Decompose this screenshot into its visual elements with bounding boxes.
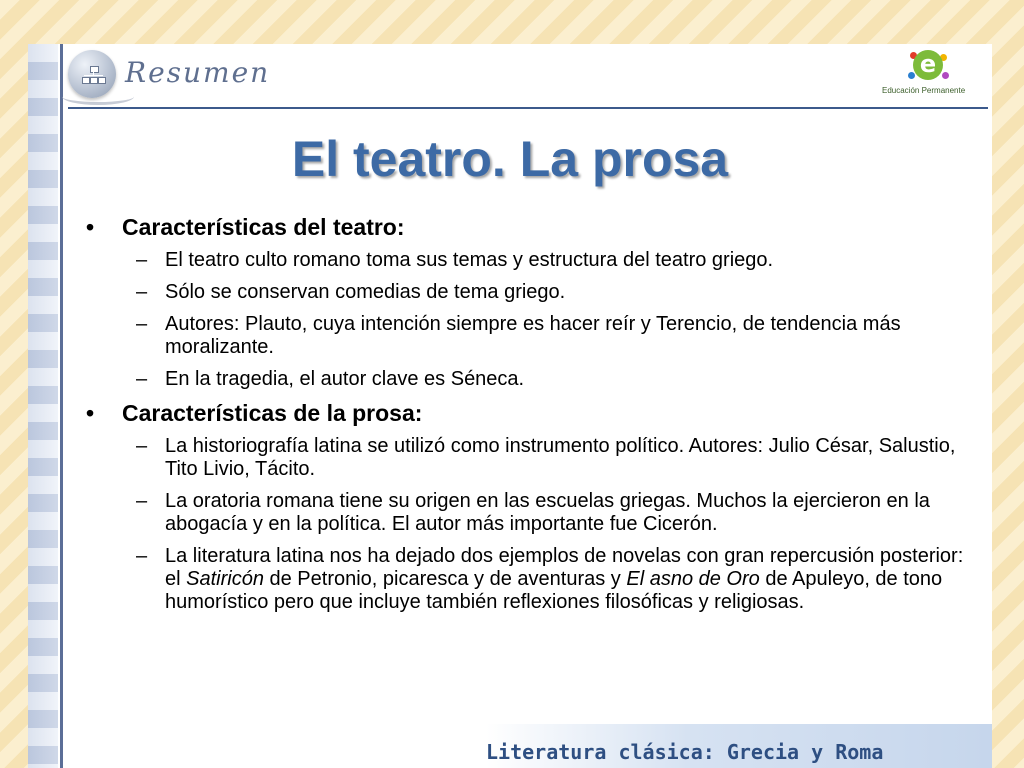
sub-item-text: El teatro culto romano toma sus temas y estructura del teatro griego.	[165, 249, 774, 271]
header-rule	[68, 107, 988, 109]
bullet-heading-teatro	[86, 214, 966, 241]
footer-text: Literatura clásica: Grecia y Roma	[486, 740, 884, 764]
book-title-satiricon: Satiricón	[186, 568, 264, 590]
bullet-dot: •	[86, 400, 95, 426]
sub-item	[86, 249, 966, 272]
sub-item	[86, 313, 966, 359]
sub-dash: –	[136, 545, 148, 567]
sub-item-text: Autores: Plauto, cuya intención siempre es hacer reír y Terencio, de tendencia más moralizante.	[165, 313, 901, 358]
sub-dash: –	[136, 490, 148, 512]
slide-title: El teatro. La prosa	[291, 131, 729, 187]
sub-item	[86, 490, 966, 536]
bullet-heading-text: Características del teatro:	[122, 214, 405, 240]
sub-dash: –	[136, 281, 148, 303]
sub-dash: –	[136, 249, 148, 271]
sub-dash: –	[136, 313, 148, 335]
brand-logo	[882, 50, 982, 100]
sub-item	[86, 368, 966, 391]
sub-item	[86, 435, 966, 481]
org-chart-icon	[82, 66, 106, 84]
sub-item-text: En la tragedia, el autor clave es Séneca.	[165, 368, 525, 390]
brand-text: Educación Permanente	[882, 86, 966, 95]
header-title: Resumen	[125, 56, 271, 89]
slide-content	[86, 214, 966, 623]
sub-item-text-part: de Apuleyo, de tono humorístico pero que incluye también reflexiones filosóficas y religiosas.	[165, 568, 943, 613]
sub-dash: –	[136, 368, 148, 390]
sub-item-text: La historiografía latina se utilizó como instrumento político. Autores: Julio César, Salustio, Tito Livio, Tácito.	[165, 435, 956, 480]
sub-item-text: La oratoria romana tiene su origen en las escuelas griegas. Muchos la ejercieron en la abogacía y en la política. El autor más importante fue Cicerón.	[165, 490, 930, 535]
bullet-heading-text: Características de la prosa:	[122, 400, 423, 426]
sub-item	[86, 545, 966, 614]
sub-item-text: Sólo se conservan comedias de tema griego.	[165, 281, 566, 303]
sub-item-text-part: La literatura latina nos ha dejado dos ejemplos de novelas con gran repercusión posterior: el	[165, 545, 964, 590]
book-title-asno-de-oro: El asno de Oro	[626, 568, 760, 590]
sub-dash: –	[136, 435, 148, 457]
brand-e-icon: e	[913, 50, 943, 80]
slide	[28, 44, 992, 768]
bullet-heading-prosa	[86, 400, 966, 427]
sub-item-text-part: de Petronio, picaresca y de aventuras y	[263, 568, 627, 590]
sub-item	[86, 281, 966, 304]
bullet-dot: •	[86, 214, 95, 240]
